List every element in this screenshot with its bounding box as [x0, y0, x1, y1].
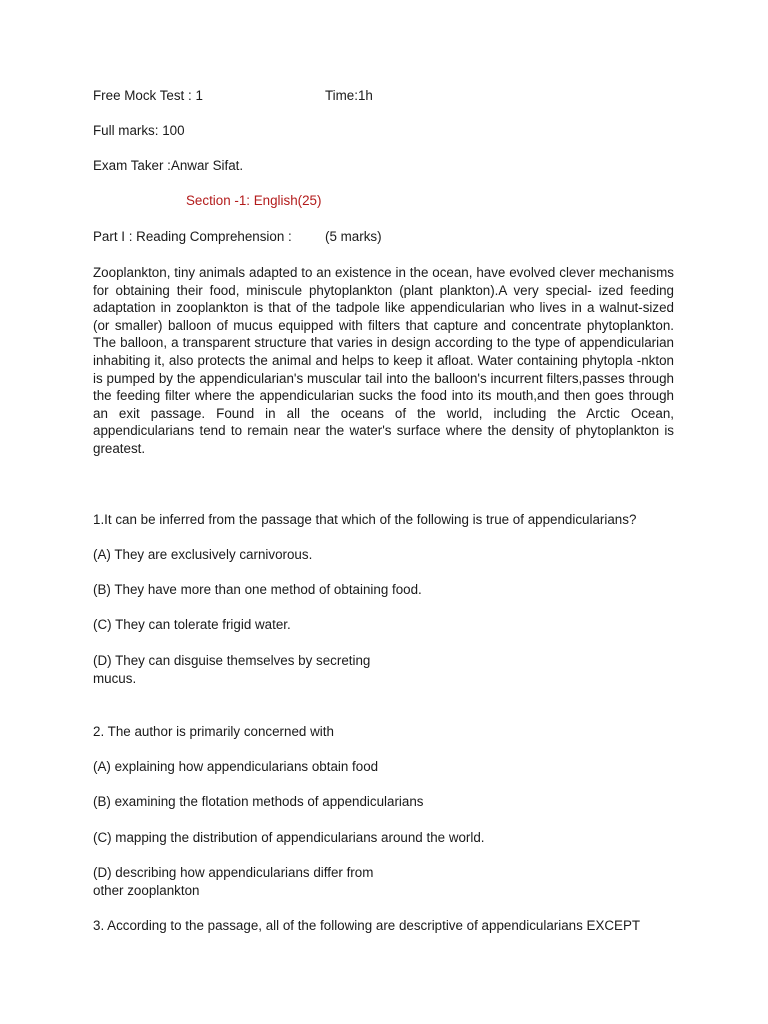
- reading-passage: Zooplankton, tiny animals adapted to an existence in the ocean, have evolved clever mechanisms for obtaining their food, miniscule phytoplankton (plant plankton).A very special- ized feeding adaptation in zooplankton is that of the tadpole like appendicularian who lives in a walnut-sized (or smaller) balloon of mucus equipped with filters that capture and concentrate phytoplankton. The balloon, a transparent structure that varies in design according to the type of appendicularian inhabiting it, also protects the animal and helps to keep it afloat. Water containing phytopla -nkton is pumped by the appendicularian's muscular tail into the balloon's incurrent filters,passes through the feeding filter where the appendicularian sucks the food into its mouth,and then goes through an exit passage. Found in all the oceans of the world, including the Arctic Ocean, appendicularians tend to remain near the water's surface where the density of phytoplankton is greatest.: [93, 265, 674, 456]
- question-1-option-d: (D) They can disguise themselves by secreting mucus.: [93, 653, 371, 686]
- question-1-option-a: (A) They are exclusively carnivorous.: [93, 547, 313, 562]
- test-time: Time:1h: [325, 88, 373, 103]
- question-2-option-a: (A) explaining how appendicularians obtain food: [93, 759, 379, 774]
- full-marks: Full marks: 100: [93, 123, 185, 138]
- part-marks: (5 marks): [325, 229, 382, 244]
- exam-taker: Exam Taker :Anwar Sifat.: [93, 158, 244, 173]
- question-2-option-d: (D) describing how appendicularians differ from other zooplankton: [93, 865, 374, 898]
- question-1-stem: 1.It can be inferred from the passage that which of the following is true of appendicularians?: [93, 512, 637, 527]
- part-label: Part I : Reading Comprehension :: [93, 229, 292, 244]
- section-title: Section -1: English(25): [186, 193, 322, 208]
- question-2-option-b: (B) examining the flotation methods of appendicularians: [93, 794, 424, 809]
- question-2-option-c: (C) mapping the distribution of appendicularians around the world.: [93, 830, 485, 845]
- question-1-option-b: (B) They have more than one method of obtaining food.: [93, 582, 422, 597]
- question-3-stem: 3. According to the passage, all of the following are descriptive of appendicularians EXCEPT: [93, 918, 641, 933]
- test-name: Free Mock Test : 1: [93, 88, 203, 103]
- question-2-stem: 2. The author is primarily concerned with: [93, 724, 334, 739]
- question-1-option-c: (C) They can tolerate frigid water.: [93, 617, 291, 632]
